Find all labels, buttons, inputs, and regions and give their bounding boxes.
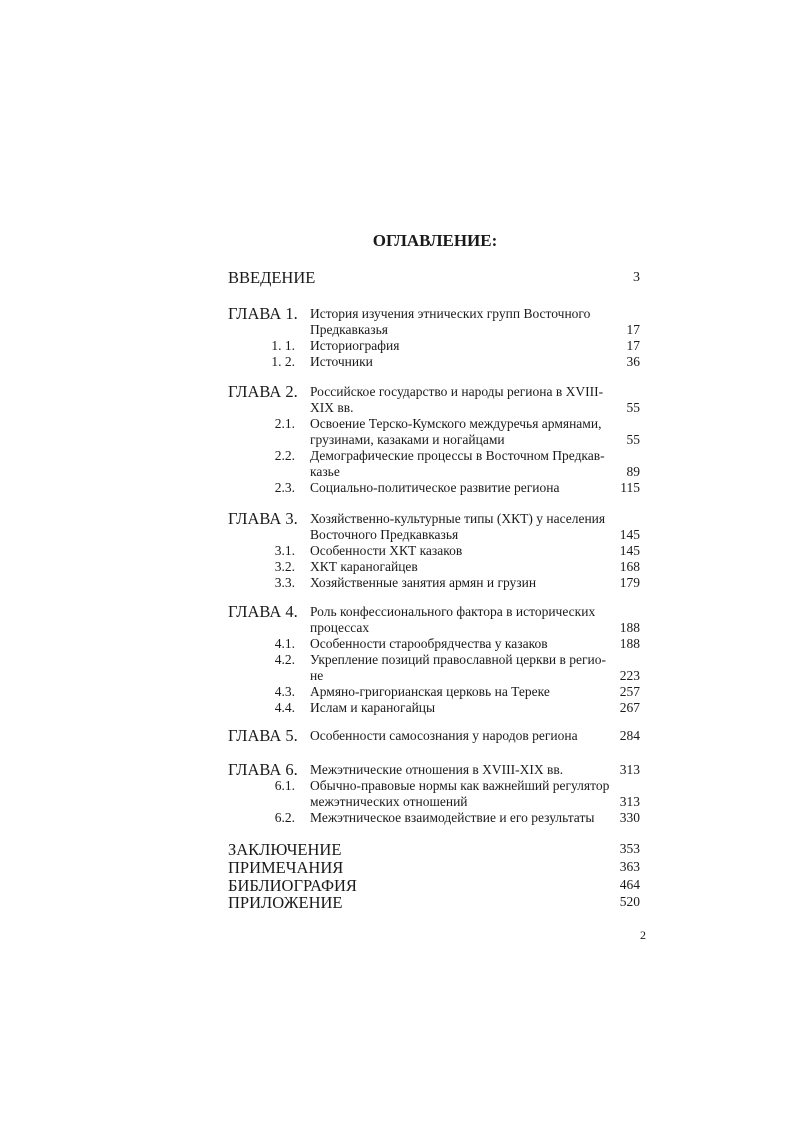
chapter-label[interactable]: ГЛАВА 5.: [228, 726, 298, 745]
section-title[interactable]: [310, 354, 610, 370]
chapter-page: 188: [619, 620, 640, 635]
section-title-line: Источники: [310, 354, 373, 369]
section-title[interactable]: [310, 684, 610, 700]
chapter-title[interactable]: [310, 511, 610, 543]
back-matter-page: 363: [619, 859, 640, 874]
chapter-title[interactable]: [310, 762, 610, 778]
section-title[interactable]: [310, 448, 610, 480]
page-number: 2: [640, 928, 646, 942]
chapter-label[interactable]: ГЛАВА 6.: [228, 760, 298, 779]
back-matter-label[interactable]: ПРИМЕЧАНИЯ: [228, 858, 344, 877]
chapter-title-line: Восточного Предкавказья: [310, 527, 459, 542]
section-number: 2.1.: [274, 416, 295, 431]
section-title[interactable]: [310, 416, 610, 448]
section-page: 36: [626, 354, 640, 369]
chapter-title-line: процессах: [310, 620, 370, 635]
section-title[interactable]: [310, 543, 610, 559]
chapter-label[interactable]: ГЛАВА 3.: [228, 509, 298, 528]
chapter-title[interactable]: [310, 384, 610, 416]
section-page: 313: [619, 794, 640, 809]
section-title-line: Укрепление позиций православной церкви в регио-: [310, 652, 607, 667]
section-title-line: Освоение Терско-Кумского междуречья армянами,: [310, 416, 602, 431]
section-title[interactable]: [310, 559, 610, 575]
section-number: 2.3.: [274, 480, 295, 495]
section-title[interactable]: [310, 810, 610, 826]
section-number: 3.1.: [274, 543, 295, 558]
section-title-line: Особенности старообрядчества у казаков: [310, 636, 548, 651]
chapter-title-line: Российское государство и народы региона в XVIII-: [310, 384, 604, 399]
section-title[interactable]: [310, 338, 610, 354]
section-number: 6.1.: [274, 778, 295, 793]
section-title-line: Армяно-григорианская церковь на Тереке: [310, 684, 550, 699]
section-title-line: межэтнических отношений: [310, 794, 468, 809]
section-page: 223: [619, 668, 640, 683]
section-title[interactable]: [310, 700, 610, 716]
back-matter-label[interactable]: ПРИЛОЖЕНИЕ: [228, 893, 343, 912]
section-number: 6.2.: [274, 810, 295, 825]
section-page: 257: [619, 684, 640, 699]
chapter-title-line: История изучения этнических групп Восточного: [310, 306, 591, 321]
back-matter-label[interactable]: ЗАКЛЮЧЕНИЕ: [228, 840, 342, 859]
chapter-title-line: Межэтнические отношения в XVIII-XIX вв.: [310, 762, 564, 777]
chapter-title-line: Предкавказья: [310, 322, 388, 337]
section-page: 115: [620, 480, 640, 495]
section-title[interactable]: [310, 778, 610, 810]
section-title-line: Особенности ХКТ казаков: [310, 543, 463, 558]
back-matter-label[interactable]: БИБЛИОГРАФИЯ: [228, 876, 357, 895]
section-title[interactable]: [310, 652, 610, 684]
section-title-line: ХКТ караногайцев: [310, 559, 418, 574]
chapter-title[interactable]: [310, 604, 610, 636]
section-number: 1. 2.: [271, 354, 295, 369]
section-title-line: Демографические процессы в Восточном Предкав-: [310, 448, 605, 463]
chapter-title-line: Хозяйственно-культурные типы (ХКТ) у населения: [310, 511, 606, 526]
section-title[interactable]: [310, 480, 610, 496]
section-title-line: Ислам и караногайцы: [310, 700, 436, 715]
chapter-title[interactable]: [310, 728, 610, 744]
chapter-label[interactable]: ГЛАВА 1.: [228, 304, 298, 323]
section-number: 2.2.: [274, 448, 295, 463]
section-title-line: Социально-политическое развитие региона: [310, 480, 560, 495]
section-page: 55: [626, 432, 640, 447]
chapter-title[interactable]: [310, 306, 610, 338]
back-matter-page: 464: [619, 877, 640, 892]
chapter-page: 284: [619, 728, 640, 743]
chapter-page: 17: [626, 322, 640, 337]
section-page: 145: [619, 543, 640, 558]
section-number: 4.1.: [274, 636, 295, 651]
section-number: 4.2.: [274, 652, 295, 667]
page-title: ОГЛАВЛЕНИЕ:: [372, 231, 498, 250]
section-title-line: грузинами, казаками и ногайцами: [310, 432, 505, 447]
toc-entry-label: ВВЕДЕНИЕ: [228, 268, 316, 287]
section-page: 17: [626, 338, 640, 353]
chapter-label[interactable]: ГЛАВА 4.: [228, 602, 298, 621]
section-title-line: Историография: [310, 338, 400, 353]
section-title[interactable]: [310, 636, 610, 652]
chapter-title-line: Роль конфессионального фактора в исторических: [310, 604, 596, 619]
section-page: 179: [619, 575, 640, 590]
section-number: 4.3.: [274, 684, 295, 699]
section-number: 4.4.: [274, 700, 295, 715]
chapter-page: 145: [619, 527, 640, 542]
section-number: 3.2.: [274, 559, 295, 574]
section-page: 89: [626, 464, 640, 479]
chapter-label[interactable]: ГЛАВА 2.: [228, 382, 298, 401]
section-title[interactable]: [310, 575, 610, 591]
section-title-line: Обычно-правовые нормы как важнейший регулятор: [310, 778, 610, 793]
section-page: 267: [619, 700, 640, 715]
section-page: 330: [619, 810, 640, 825]
section-number: 1. 1.: [271, 338, 295, 353]
section-title-line: Межэтническое взаимодействие и его результаты: [310, 810, 595, 825]
section-page: 168: [619, 559, 640, 574]
back-matter-page: 353: [619, 841, 640, 856]
chapter-title-line: Особенности самосознания у народов региона: [310, 728, 578, 743]
chapter-title-line: XIX вв.: [310, 400, 354, 415]
chapter-page: 313: [619, 762, 640, 777]
section-number: 3.3.: [274, 575, 295, 590]
chapter-page: 55: [626, 400, 640, 415]
section-page: 188: [619, 636, 640, 651]
section-title-line: казье: [310, 464, 340, 479]
back-matter-page: 520: [619, 894, 640, 909]
section-title-line: Хозяйственные занятия армян и грузин: [310, 575, 537, 590]
toc-entry-page: 3: [633, 270, 640, 285]
section-title-line: не: [310, 668, 324, 683]
